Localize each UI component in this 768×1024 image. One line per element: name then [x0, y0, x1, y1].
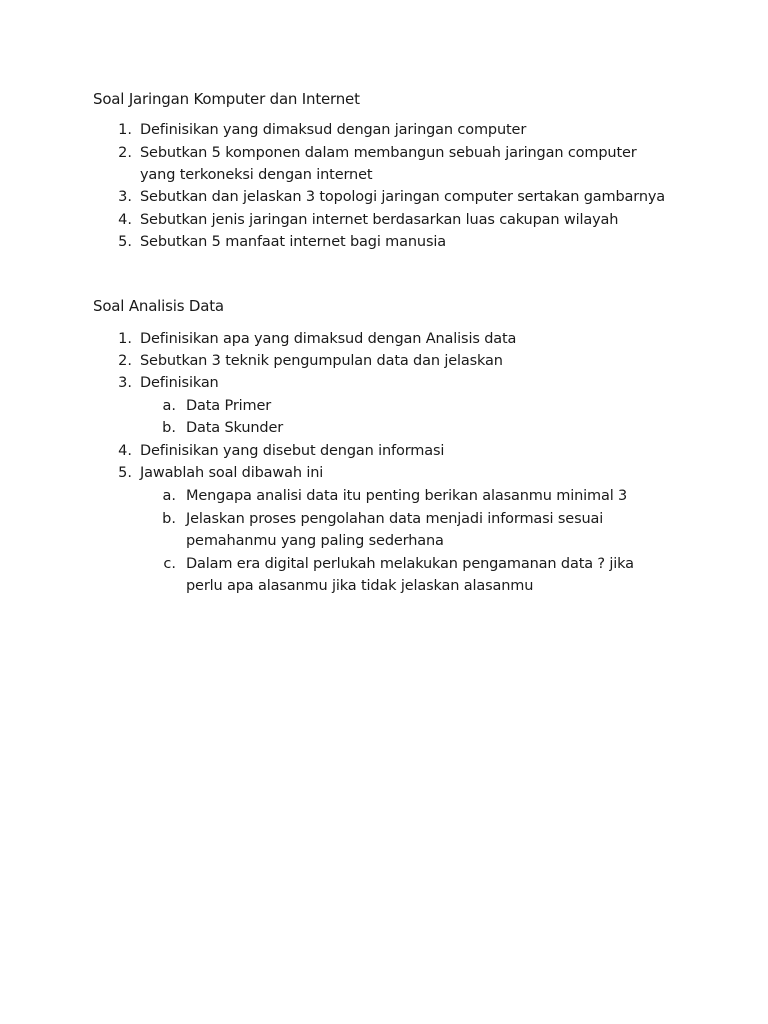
item-number: 5. [118, 234, 132, 250]
item-text: Sebutkan 3 teknik pengumpulan data dan jelaskan [140, 353, 503, 369]
sub-item-text-continued: pemahanmu yang paling sederhana [186, 533, 444, 549]
sub-item-letter: a. [162, 398, 176, 414]
sub-item-text: Data Skunder [186, 420, 284, 436]
item-number: 4. [118, 443, 132, 459]
item-number: 3. [118, 189, 132, 205]
sub-item-letter: b. [162, 511, 176, 527]
sub-item-text: Jelaskan proses pengolahan data menjadi informasi sesuai [186, 511, 604, 527]
item-number: 1. [118, 331, 132, 347]
item-text: Sebutkan 5 komponen dalam membangun sebuah jaringan computer [140, 145, 637, 161]
sub-item-letter: b. [162, 420, 176, 436]
sub-item-letter: a. [162, 488, 176, 504]
sub-item-text: Data Primer [186, 398, 272, 414]
section-title: Soal Jaringan Komputer dan Internet [93, 90, 360, 108]
item-number: 3. [118, 375, 132, 391]
item-number: 2. [118, 145, 132, 161]
item-number: 4. [118, 212, 132, 228]
sub-item-text: Dalam era digital perlukah melakukan pengamanan data ? jika [186, 556, 634, 572]
item-text: Sebutkan jenis jaringan internet berdasarkan luas cakupan wilayah [140, 212, 619, 228]
section-title: Soal Analisis Data [93, 297, 224, 315]
sub-item-text-continued: perlu apa alasanmu jika tidak jelaskan alasanmu [186, 578, 534, 594]
sub-item-letter: c. [163, 556, 176, 572]
item-text: Sebutkan 5 manfaat internet bagi manusia [140, 234, 446, 250]
sub-item-text: Mengapa analisi data itu penting berikan alasanmu minimal 3 [186, 488, 628, 504]
item-text: Definisikan yang disebut dengan informasi [140, 443, 445, 459]
item-number: 5. [118, 465, 132, 481]
item-text-continued: yang terkoneksi dengan internet [140, 167, 373, 183]
item-text: Jawablah soal dibawah ini [140, 465, 324, 481]
item-text: Definisikan apa yang dimaksud dengan Analisis data [140, 331, 517, 347]
item-text: Definisikan [140, 375, 219, 391]
item-text: Definisikan yang dimaksud dengan jaringan computer [140, 122, 527, 138]
item-text: Sebutkan dan jelaskan 3 topologi jaringan computer sertakan gambarnya [140, 189, 666, 205]
item-number: 2. [118, 353, 132, 369]
item-number: 1. [118, 122, 132, 138]
